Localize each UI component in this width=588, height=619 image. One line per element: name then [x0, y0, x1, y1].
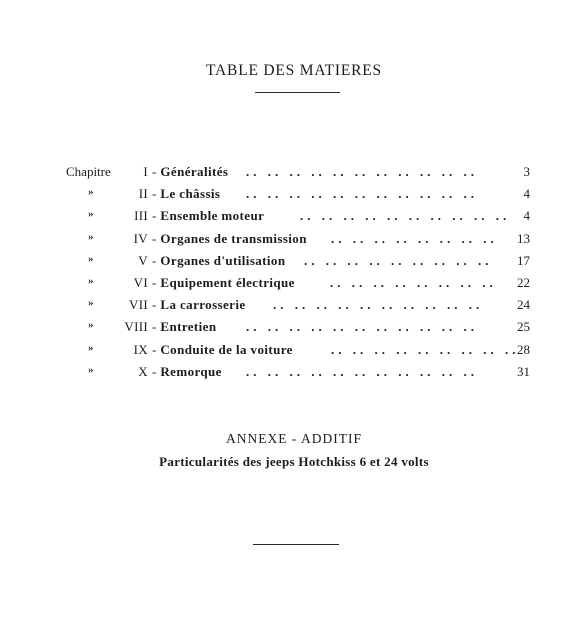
toc-entry-prefix: »	[88, 230, 94, 243]
toc-entry-prefix: »	[88, 297, 94, 310]
toc-entry-leader: .. .. .. .. .. .. .. .. ..	[331, 341, 520, 357]
toc-entry-title: - La carrosserie	[152, 297, 246, 313]
toc-entry-title: - Entretien	[152, 319, 217, 335]
toc-entry-title: - Généralités	[152, 164, 229, 179]
toc-entry-page: 31	[517, 363, 530, 379]
toc-entry-numeral: IX	[133, 341, 148, 357]
toc-entry-title-text: Conduite de la voiture	[160, 341, 293, 357]
toc-entry-prefix: »	[88, 363, 94, 376]
toc-entry-leader: .. .. .. .. .. .. .. .. ..	[304, 252, 493, 268]
toc-entry-title: - Equipement électrique	[152, 274, 295, 290]
toc-entry-3[interactable]	[0, 208, 588, 230]
toc-entry-numeral: IV	[133, 230, 148, 246]
toc-entry-9[interactable]	[0, 342, 588, 364]
toc-entry-leader: .. .. .. .. .. .. .. ..	[331, 230, 498, 246]
toc-entry-title-text: La carrosserie	[160, 297, 246, 313]
toc-entry-leader: .. .. .. .. .. .. .. .. .. .. ..	[246, 186, 478, 202]
toc-entry-numeral: II	[138, 186, 148, 202]
toc-entry-numeral: III	[134, 208, 148, 224]
toc-entry-1[interactable]	[0, 164, 588, 186]
toc-entry-title: - Organes de transmission	[152, 230, 307, 246]
toc-entry-leader: .. .. .. .. .. .. .. ..	[330, 274, 497, 290]
toc-entry-numeral: X	[138, 363, 148, 379]
toc-entry-page: 28	[517, 341, 530, 357]
toc-entry-page: 17	[517, 252, 530, 268]
toc-entry-prefix: »	[88, 341, 94, 354]
toc-entry-7[interactable]	[0, 297, 588, 319]
toc-entry-page: 4	[523, 186, 530, 202]
toc-entry-10[interactable]	[0, 364, 588, 386]
toc-entry-numeral: VIII	[124, 319, 148, 335]
toc-entry-5[interactable]	[0, 253, 588, 275]
toc-entry-leader: .. .. .. .. .. .. .. .. .. ..	[273, 297, 484, 313]
page-title: TABLE DES MATIERES	[206, 62, 382, 79]
toc-entry-numeral: I	[143, 164, 148, 179]
toc-entry-numeral: VII	[129, 297, 148, 313]
toc-entry-prefix: »	[88, 274, 94, 287]
toc-entry-page: 3	[523, 164, 530, 179]
toc-entry-page: 25	[517, 319, 530, 335]
toc-entry-title: - Ensemble moteur	[152, 208, 265, 224]
toc-entry-title-text: Entretien	[160, 319, 217, 335]
title-underline-rule	[255, 92, 340, 93]
toc-entry-title: - Le châssis	[152, 186, 221, 202]
toc-entry-page: 22	[517, 274, 530, 290]
toc-entry-prefix: »	[88, 252, 94, 265]
toc-entry-title-text: Remorque	[160, 363, 222, 379]
toc-entry-6[interactable]	[0, 275, 588, 297]
table-of-contents	[0, 164, 588, 386]
toc-entry-4[interactable]	[0, 231, 588, 253]
toc-entry-title-text: Le châssis	[160, 186, 221, 202]
closing-rule	[253, 544, 339, 545]
toc-entry-title-text: Généralités	[160, 164, 229, 179]
toc-entry-prefix: »	[88, 319, 94, 332]
toc-entry-title-text: Ensemble moteur	[160, 208, 265, 224]
toc-entry-title-text: Organes d'utilisation	[160, 252, 286, 268]
toc-entry-leader: .. .. .. .. .. .. .. .. .. .. ..	[246, 319, 478, 335]
annex-title: ANNEXE - ADDITIF	[226, 431, 362, 446]
toc-entry-prefix: »	[88, 186, 94, 199]
toc-entry-title-text: Organes de transmission	[160, 230, 307, 246]
toc-entry-leader: .. .. .. .. .. .. .. .. .. .. ..	[246, 363, 478, 379]
toc-entry-page: 13	[517, 230, 530, 246]
toc-entry-leader: .. .. .. .. .. .. .. .. .. ..	[300, 208, 511, 224]
toc-entry-8[interactable]	[0, 319, 588, 341]
toc-entry-numeral: VI	[133, 274, 148, 290]
toc-entry-title: - Organes d'utilisation	[152, 252, 286, 268]
toc-entry-title: - Conduite de la voiture	[152, 341, 293, 357]
toc-entry-title: - Remorque	[152, 363, 222, 379]
toc-entry-2[interactable]	[0, 186, 588, 208]
toc-entry-numeral: V	[138, 252, 148, 268]
toc-entry-prefix: Chapitre	[66, 164, 111, 179]
toc-entry-page: 4	[523, 208, 530, 224]
toc-entry-page: 24	[517, 297, 530, 313]
annex-subtitle: Particularités des jeeps Hotchkiss 6 et 24 volts	[159, 454, 429, 469]
toc-entry-title-text: Equipement électrique	[160, 274, 295, 290]
toc-entry-prefix: »	[88, 208, 94, 221]
toc-entry-leader: .. .. .. .. .. .. .. .. .. .. ..	[246, 164, 478, 179]
